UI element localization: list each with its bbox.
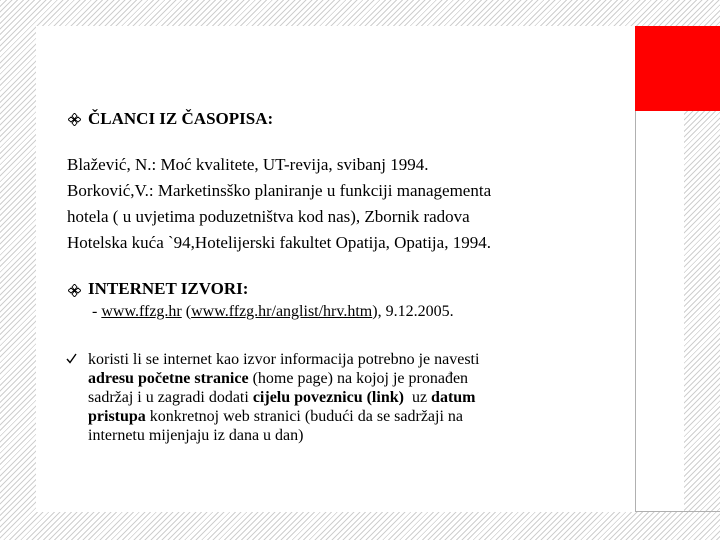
diamond-bullet-icon	[68, 113, 81, 126]
section-heading-articles: ČLANCI IZ ČASOPISA:	[88, 109, 274, 128]
note-text: internetu mijenjaju iz dana u dan)	[88, 427, 304, 444]
note-line	[88, 388, 588, 407]
reference-line: hotela ( u uvjetima poduzetništva kod nas), Zbornik radova	[67, 207, 470, 226]
citation-note	[88, 350, 588, 445]
internet-sources-line	[92, 303, 454, 321]
section-heading-internet: INTERNET IZVORI:	[88, 279, 249, 298]
line-prefix: -	[92, 303, 102, 320]
note-text: koristi li se internet kao izvor informacija potrebno je navesti	[88, 351, 480, 368]
note-line	[88, 350, 588, 369]
checkmark-bullet-icon	[66, 353, 77, 364]
note-emphasis: cijelu poveznicu (link)	[252, 389, 404, 406]
note-line	[88, 369, 588, 388]
note-text: (home page) na kojoj je pronađen	[248, 370, 469, 387]
paren-open: (	[181, 303, 192, 320]
accent-square	[635, 26, 720, 111]
reference-line: Hotelska kuća `94,Hotelijerski fakultet Opatija, Opatija, 1994.	[67, 233, 491, 252]
note-text: sadržaj i u zagradi dodati	[88, 389, 253, 406]
note-emphasis: datum	[431, 389, 476, 406]
diamond-bullet-icon	[68, 284, 81, 297]
reference-line: Blažević, N.: Moć kvalitete, UT-revija, svibanj 1994.	[67, 155, 429, 174]
note-emphasis: adresu početne stranice	[88, 370, 249, 387]
note-text: uz	[403, 389, 432, 406]
note-emphasis: pristupa	[88, 408, 146, 425]
note-text: konkretnoj web stranici (budući da se sadržaji na	[145, 408, 464, 425]
reference-line: Borković,V.: Marketinsško planiranje u funkciji managementa	[67, 181, 492, 200]
note-line	[88, 407, 588, 426]
date-suffix: ), 9.12.2005.	[372, 303, 454, 320]
note-line	[88, 426, 588, 445]
link-ffzg[interactable]: www.ffzg.hr	[101, 303, 182, 320]
link-ffzg-anglist[interactable]: www.ffzg.hr/anglist/hrv.htm	[191, 303, 373, 320]
